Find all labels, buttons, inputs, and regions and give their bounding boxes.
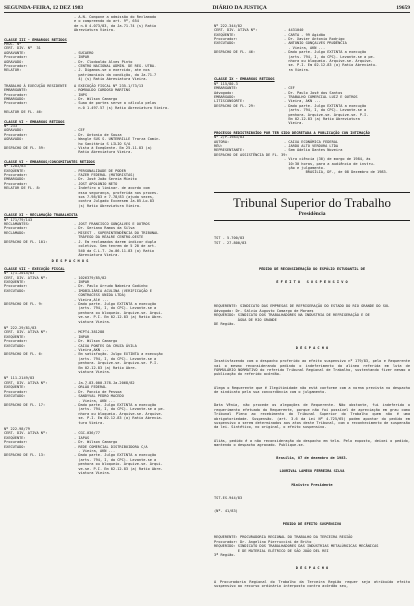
entry-label: EXEQÜENTE:	[4, 385, 26, 390]
entry-value: - CAIXA ECONÔMICA FEDERAL	[284, 139, 339, 144]
entry-value: - JOST FRANCISCO GONÇALVES E OUTROS	[74, 222, 150, 227]
tst-banner	[214, 192, 410, 221]
parties-block-2: REQUERENTE: PROCURADORIA REGIONAL DO TRABALHO DA TERCEIRA REGIÃO Procurador: Dr. Angelino Pierruccini de Brito REQUERIDO: SINDICATO DOS TRABALHADORES DAS INDÚSTRIAS METALÚRGICAS MECÂNICAS E DE MATERIAL ELÉTRICO DE SÃO JOÃO DEL REI 3ª Região.	[214, 535, 379, 558]
entry-label: Procurador:	[4, 389, 28, 394]
entry-row	[4, 301, 163, 324]
entry-label: TST - 5.700/83	[214, 236, 245, 241]
entry-label: EMBARGADO:	[214, 94, 236, 99]
entry-row	[214, 50, 410, 72]
entry-label: Nº 222-98/79	[4, 426, 30, 431]
entry-label: EXEQÜENTE:	[4, 435, 26, 440]
entry-value: - Dado parte. Julgo EXTINTA a execução (arts. 794, I, do CPC). Levante-se a penhora. Arquive-se. Arquive-se. P.I. Em 02.12.83 (a) Ratio Abreviatura Vieira.	[284, 103, 369, 126]
entry-label: DESPACHO DE FL. 29:	[214, 103, 256, 108]
entry-label: Procurador:	[4, 440, 28, 445]
section-heading-2: PEDIDO DE EFEITO SUSPENSIVO	[282, 522, 342, 527]
entry-label: Procurador:	[4, 173, 28, 177]
entry-label: Procurador:	[4, 339, 28, 344]
entry-value: - Dr. Clodoaldo Alves Pinto	[74, 59, 133, 64]
entry-value: - Wangle SUS S. UNTERRILLE Trarza Camin- ho Sanitária S LILIO S/A	[74, 137, 161, 146]
entry-row	[4, 402, 165, 425]
entry-label: Nº 1283/83	[4, 164, 26, 169]
entry-row	[4, 444, 148, 454]
entry-label: DESPACHO DE FL. 59:	[4, 145, 46, 150]
entry-value: - Indefiro a liminar. de acordo com essa segurança, proferida nos proces- sos 7-98/83 e 7-78/83 (ajuda vezes, contra Julgado Exceesem Ja.05.Lo.83 (s) Ratio Abreviatura Vieira.	[74, 186, 159, 208]
entry-row	[4, 352, 163, 375]
entry-value: - TRABALHO COMERCIAL LUIZ E OUTROS	[284, 94, 358, 99]
entry-value: - FAZER FEDERAL (MOTORISTAS)	[74, 173, 135, 177]
entry-label: PROC. Nº	[4, 42, 22, 47]
entry-label: CERT. DIV. ATIVA Nº:	[4, 431, 48, 436]
entry-row	[214, 241, 410, 245]
entry-label: Nº 111-2149/83	[4, 376, 35, 381]
entry-label: DESPACHO DE ASSISTÊNCIA DE FL. 39:	[214, 152, 288, 157]
entry-label: DESPACHO DE FL. 101:	[4, 239, 48, 244]
entry-value: - Dr. Antonio de Souza	[74, 132, 122, 137]
entry-label: EMBARGADO:	[4, 96, 26, 101]
tst-subtitle: Presidência	[298, 211, 326, 218]
entry-label: Nº 115/80-3	[214, 81, 238, 86]
entry-label: AGRAVADO:	[4, 128, 24, 133]
entry-heading: CLASSE VI - EMBARGOS RETIDOS	[4, 119, 65, 124]
entry-value: - Vista à Exeqüente. Em 25.11.83 (a) Ratio Abreviatura Vieira.	[74, 145, 152, 155]
entry-value: - CARTA - 99 Agidão	[284, 32, 326, 37]
entry-label: RELATOR DE FL. 46:	[4, 110, 43, 115]
entry-heading: PROCESSO REDISTRIBUÍDO POR TER SIDO DECRETADA A PUBLICAÇÃO CON INTIMAÇÃO	[214, 130, 370, 135]
entry-label: Nº 2/P-1983/83	[214, 135, 245, 140]
entry-label: RELATOR DE FL. 8:	[4, 186, 41, 191]
entry-heading: CLASSE VII - EXECUÇÃO FISCAL	[4, 266, 65, 271]
entry-value: - CGC-036/77	[74, 431, 100, 436]
entry-value: - Vieira,AKN ...	[74, 348, 109, 353]
despacho-heading-1: D E S P A C H O	[295, 346, 329, 350]
entry-row	[214, 170, 410, 174]
entry-label: EMBARGANTE:	[4, 88, 28, 93]
entry-value: - Dr. Paulo José dos Santos	[284, 90, 343, 95]
entry-value: - Dr. Poncio de Pessoa	[74, 389, 122, 394]
entry-value: - IMOBILIÁRIA ACULINA (VERIFICAÇÃO E CONTRACESS UNIDA LTDA) - Vieira,Alé ...	[74, 288, 152, 302]
paragraph-3: Data Vênia, não procede os alegações de Requerente. Não obstante, fui indeferido o requerimento efetuado do Requerente, porque não foi possível de apreciação em grau como Tribunal Pleno ao recebimento do Tribunal Superior do Trabalho quem não é uma obrigatoriedade. Suspensão. (art. 3.6 da Lei Nº 4.725/65) podem apontar do pedido em suspensivo a serem determinados aos atos deste Tribunal, com o reconhecimento de suspensão da lei. Sintético, no original, o efeito suspensivo.	[214, 403, 410, 430]
entry-label: EMBARGANTE:	[214, 86, 238, 91]
despacho-heading-2: D E S P A C H O	[295, 566, 329, 571]
entry-label: Nº 171/79/143	[4, 217, 33, 222]
paragraph-5: A Procuradoria Regional do Trabalho da Terceira Região requer seja atribuído efeito suspensivo ao recurso ordinário interposto contra acórdão seu,	[214, 579, 410, 588]
entry-value: - CAIXA PONTES DA CRUZA ÁVILA	[74, 343, 137, 348]
entry-label: EXECUTADO:	[4, 444, 26, 449]
entry-label: RECLAMANTES:	[4, 222, 30, 227]
entry-row	[4, 115, 136, 117]
tst-body	[214, 258, 410, 597]
column-right-top	[214, 24, 410, 175]
page-header	[4, 3, 410, 13]
entry-label: Procurador:	[4, 55, 28, 60]
entry-label: CERT. DIV. ATIVA Nº:	[4, 380, 48, 385]
entry-label: CERT. DIV. Nº 31	[4, 46, 41, 51]
entry-label	[214, 157, 284, 170]
entry-label: DESPACHO DE FL. 6:	[4, 352, 43, 357]
entry-label: AGRAVANTE:	[4, 50, 26, 55]
entry-value: - ORLÃO FEDERAL	[74, 385, 107, 390]
entry-label: EXEQÜENTE:	[4, 334, 26, 339]
entry-label: Advogado:	[214, 90, 234, 95]
entry-label: DESPACHO DE FL. 13:	[4, 453, 46, 458]
entry-label: CERT. DIV. ATIVA Nº:	[214, 28, 258, 33]
section-heading-1b: E F E I T O S U S P E N S I V O	[276, 280, 348, 285]
entry-value: - JOST APOLONIO NETO	[74, 181, 118, 186]
entry-value: - REDE COMERCIAL DISTRIBUIDORA C/A - Vieira, AKN ...	[74, 444, 148, 453]
entry-row	[4, 230, 159, 240]
entry-row	[214, 72, 410, 74]
entry-row	[214, 157, 410, 170]
entry-value: - CEF	[284, 86, 295, 91]
entry-value: - Dr. José João Sereia Mieito	[74, 177, 137, 182]
entry-label: Nº 1/1-2014/83	[4, 271, 35, 276]
entry-label: Nº 222-344/82	[214, 23, 243, 28]
entry-heading: CLASSE XI - RECLAMAÇÃO TRABALHISTA	[4, 213, 78, 218]
entry-value: BRASÍLIA, DF., de 08 Dezembro de 1983.	[284, 170, 388, 175]
entry-row	[4, 68, 157, 82]
entry-row	[4, 145, 152, 155]
paragraph-2: Alega o Requerente que é Ilegitimidade não está conforme com a norma prevista no despacho de sindicato pela sua concordância com o julgamento.	[214, 385, 410, 395]
entry-row	[4, 394, 136, 403]
header-date: SEGUNDA-FEIRA, 12 DEZ 1983	[4, 4, 84, 11]
entry-value: - INPAR	[74, 55, 90, 60]
entry-value: - JARDO ALTO VERDURA LTDA	[284, 143, 339, 148]
entry-value: - Dado parte. Julgo EXTINTA a execução (arts. 794, I, do CPC). Levante-se a penhora ou bloqueio. Arquive-se. Arqui- ve-se. P.I. Em 02.12.83 (a) Ratio Abre- viatura Vieira.	[74, 453, 163, 475]
entry-row	[4, 208, 136, 210]
entry-value: - Dr. Wilson Camargo	[74, 339, 118, 344]
entry-label	[4, 15, 74, 33]
entry-value: - Vira ciência (30) de margo de 1984, às 10:30 horas, para a audiência de instru- ção e julgamento.	[284, 157, 375, 170]
entry-row	[4, 15, 157, 33]
entry-value: - Dr. Geriano Ramos da Silva	[74, 226, 135, 231]
entry-value: - INPAR	[74, 279, 90, 284]
entry-heading: CLASSE VI - EMBARGOS/CONCOMITANTES RETIDOS	[4, 159, 95, 164]
entry-value: - ROMUALDO CARDOSO MARTINS	[74, 88, 131, 93]
entry-label: RELATOR:	[4, 68, 22, 73]
entry-value: - Dado parte. Julgo EXTINTA a execução (arts. 794, I, do CPC). Levante-se a pe- nhora ou bloqueio. Arquive-se. Arquive- se. P.I. Em 02.12.83 (a) Ratio Abreviatu- ra Vieira.	[284, 50, 378, 72]
entry-value: - CENTRO NACIONAL ADMIN. DE REG. UTBA.	[74, 64, 157, 69]
entry-row	[4, 259, 136, 263]
entry-label: EXEQÜENTE:	[4, 168, 26, 173]
entry-label: Procurador:	[4, 101, 28, 106]
entry-row	[4, 453, 163, 475]
entry-value: - Dr. Wilson Camargo	[74, 96, 118, 101]
entry-label: EXEQÜENTE:	[214, 32, 236, 37]
entry-value: - SUCAERO	[74, 50, 94, 55]
entry-row	[4, 186, 159, 208]
entry-label: TST - 27.800/83	[214, 240, 247, 245]
entry-label: Procurador:	[4, 132, 28, 137]
entry-label: Procurador:	[4, 92, 28, 97]
entry-label: AGRAVADO:	[4, 59, 24, 64]
entry-label: EXEQÜENTE:	[4, 279, 26, 284]
entry-value: - 1026379/85/82	[74, 275, 107, 280]
entry-heading: CLASSE IX - EMBARGOS RETIDOS	[214, 77, 275, 82]
entry-label: TRABALHO À EXECUÇÃO RESIDENTE	[4, 83, 67, 88]
entry-value: - Vieira, AKN ...	[284, 99, 321, 104]
entry-label: AUTORA:	[214, 139, 230, 144]
decision-date: Brasília, 07 de dezembro de 1983.	[276, 456, 348, 461]
entry-label: Procurador:	[214, 37, 238, 42]
entry-value: - SANDYVAL PEDRO MACEDO - Vieira, AKN ...	[74, 394, 124, 403]
entry-row	[4, 33, 136, 35]
paragraph-4: Aliás, pedido é a não reconsideração do despacho em tela. Pelo exposto, deixei o pedido, mantendo o despacho agravado. Publique-se.	[214, 438, 410, 447]
entry-label: LITISCONSORTE:	[214, 99, 245, 104]
entry-label: REPRESENTANTE:	[214, 148, 245, 153]
signature-title: Ministro Presidente	[291, 482, 333, 487]
header-publication: DIÁRIO DA JUSTIÇA	[212, 4, 267, 11]
column-right-case-numbers	[214, 236, 410, 245]
entry-label: EXECUTADO:	[4, 343, 26, 348]
column-right	[214, 15, 410, 606]
entry-row	[4, 137, 161, 146]
entry-label: Procurador:	[4, 181, 28, 186]
entry-label: AGRAVADO:	[4, 137, 24, 142]
entry-value: - Dr. Xavier Antonio Rodrigo	[284, 37, 345, 42]
entry-value: - INPS	[74, 92, 87, 97]
entry-heading: D E S P A C H O S	[51, 259, 89, 264]
entry-value: - Ja.7.83.000.378.Ja-2068/82	[74, 380, 135, 385]
entry-row	[214, 41, 410, 50]
signature-name: LOURIVAL LAMEGO FERREIRA SILVA	[279, 469, 345, 474]
entry-row	[214, 126, 410, 128]
entry-value: A EXECUÇÃO FISCAL Nº 235-1/73/13	[74, 83, 144, 88]
entry-value: - Dado parte. Julgo EXTINTA a execução (arts. 794, I, do CPC). Levante-se a penhora ou bloqueio. Arquive-se. Arqui- ve-se. P.I. Em 02.12.83 (a) Ratio Abre- viatura Vieira.	[74, 301, 163, 324]
entry-label: RÉU:	[214, 143, 223, 148]
paragraph-1: Insatisfazendo com o despacho proferido ao efeito suspensivo nº 179/83, pelo e Requerente vai o mesmo reconsiderando pedindo o indeferimento da alínea referida em luta de FORMULÁRIO NORMATIVO do referido Tribunal Regional de Trabalho, sustentando fizer mesmo a publicação do referido acórdão.	[214, 359, 410, 377]
entry-row	[4, 155, 136, 157]
entry-label: CERT. DIV. ATIVA Nº:	[4, 275, 48, 280]
entry-label: DESPACHO DE FL. 9:	[4, 301, 43, 306]
entry-label: CERT. DIV. ATIVA Nº:	[4, 330, 48, 335]
entry-value: - CEF	[74, 128, 85, 133]
entry-value: - INPAR	[74, 334, 90, 339]
entry-value: - Dr. Wilson Camargo	[74, 440, 118, 445]
entry-value: - 4431040	[284, 28, 304, 33]
entry-value: - ANTONIO GONÇALVES PRUDÊNCIA - Vieira, AKN ...	[284, 41, 347, 50]
section-heading-1: PEDIDO DE RECONSIDERAÇÃO DO ESPÓLIO ESTUDANTIL DE	[258, 267, 366, 272]
entry-label: EXECUTADO:	[4, 288, 26, 293]
entry-value: - PERSONALIDADE DE PODER	[74, 168, 126, 173]
entry-row	[214, 104, 410, 126]
entry-value: - Dr. Paulo Arrudo Nabeira Godinho	[74, 284, 148, 289]
entry-label: DESPACHO DE FL. 46:	[214, 50, 256, 55]
entry-label: Procurador:	[4, 284, 28, 289]
entry-value: - J. Digamos-se o exercido, ate nos patrimoniais da condição, da Ja.71.7 4) (s) Ratio Abreviatura Vieira.	[74, 68, 157, 82]
entry-label: EXECUTADO:	[4, 394, 26, 399]
entry-value: - Suao de partes serve a cálculo pelas n.0 1.497.57 (s) Ratio Abreviatura Vieira.	[74, 101, 170, 110]
entry-label: DESPACHO DE FL. 17:	[4, 402, 46, 407]
case-number-2b: (Nº. 41/83)	[214, 509, 238, 514]
entry-value: - Em satisfação. Julgo EXTINTA a execução (arts. 794, I, do CPC). Levante-se a penhora. Arquive-se. Arquivo-se. P.I. Em 02.12.83 (a) Ratio Abre- viatura Vieira.	[74, 352, 163, 375]
entry-label: EMBARGADO:	[4, 177, 26, 182]
entry-value: - Dado parte. Julgo EXTINTA a execução (arts. 794, I, do CPC). Levante-se a pe- nhora ou bloqueio. Arquive-se. Arquive- se. P.I. Em 02.12.83 (a) Ratio Abrevia- tura Vieira.	[74, 402, 165, 425]
entry-row	[4, 101, 170, 110]
case-number-2: TST-ES.944/83	[214, 495, 243, 500]
entry-heading: CLASSE III - EMBARGOS RETIDOS	[4, 37, 67, 42]
entry-value: - J. Em reclamados darem indicar dupla coletivo. Sem tenrem de 5 20 de art. 540 da C.L.T. Ja.06.11.83 (a) Ratio Abreviatura Vieira.	[74, 239, 157, 257]
parties-block-1: REQUERENTE: SINDICATO DAS EMPRESAS DE REFRIGERAÇÃO DO ESTADO DO RIO GRANDE DO SUL Advogado: Dr. Sálvio Augusto Camargo de Moraes REQUERIDO: SINDICATO DOS TRABALHADORES NA INDÚSTRIA DE REFRIGERAÇÃO E DE ÁGUA DE RIO GRANDE DE Região.	[214, 304, 390, 326]
entry-value: - MCPT4-381288	[74, 330, 105, 335]
entry-label: RECLAMADO:	[4, 230, 26, 235]
entry-label	[214, 170, 284, 174]
entry-label: Procurador:	[4, 64, 28, 69]
column-left	[4, 15, 170, 475]
entry-label: Procurador:	[4, 226, 28, 231]
entry-value: - A.N. Compone a admissão do Reclamado e o compreendo do art. 9º, 654 de n.0 4.073/83, da Ja.71.74 (s) Ratio Abreviatura Vieira.	[74, 15, 157, 33]
entry-label: Nº 233	[4, 123, 17, 128]
entry-label: Nº 222-29/81/83	[4, 326, 37, 330]
entry-label: EXECUTADO:	[214, 41, 236, 46]
entry-value: - Sem Adelia Dantes Noveira	[284, 148, 343, 153]
entry-value: - IAPAS	[74, 435, 90, 440]
entry-row	[4, 239, 157, 258]
entry-row	[4, 288, 152, 302]
entry-value: - MISEST - SUPERINTENDÊNCIA DO TRIBUNAL TRÁFEGO DA RÉALRE CENTRO-OESTE	[74, 230, 159, 240]
header-page-number: 19659	[396, 4, 410, 11]
tst-title: Tribunal Superior do Trabalho	[232, 195, 392, 211]
